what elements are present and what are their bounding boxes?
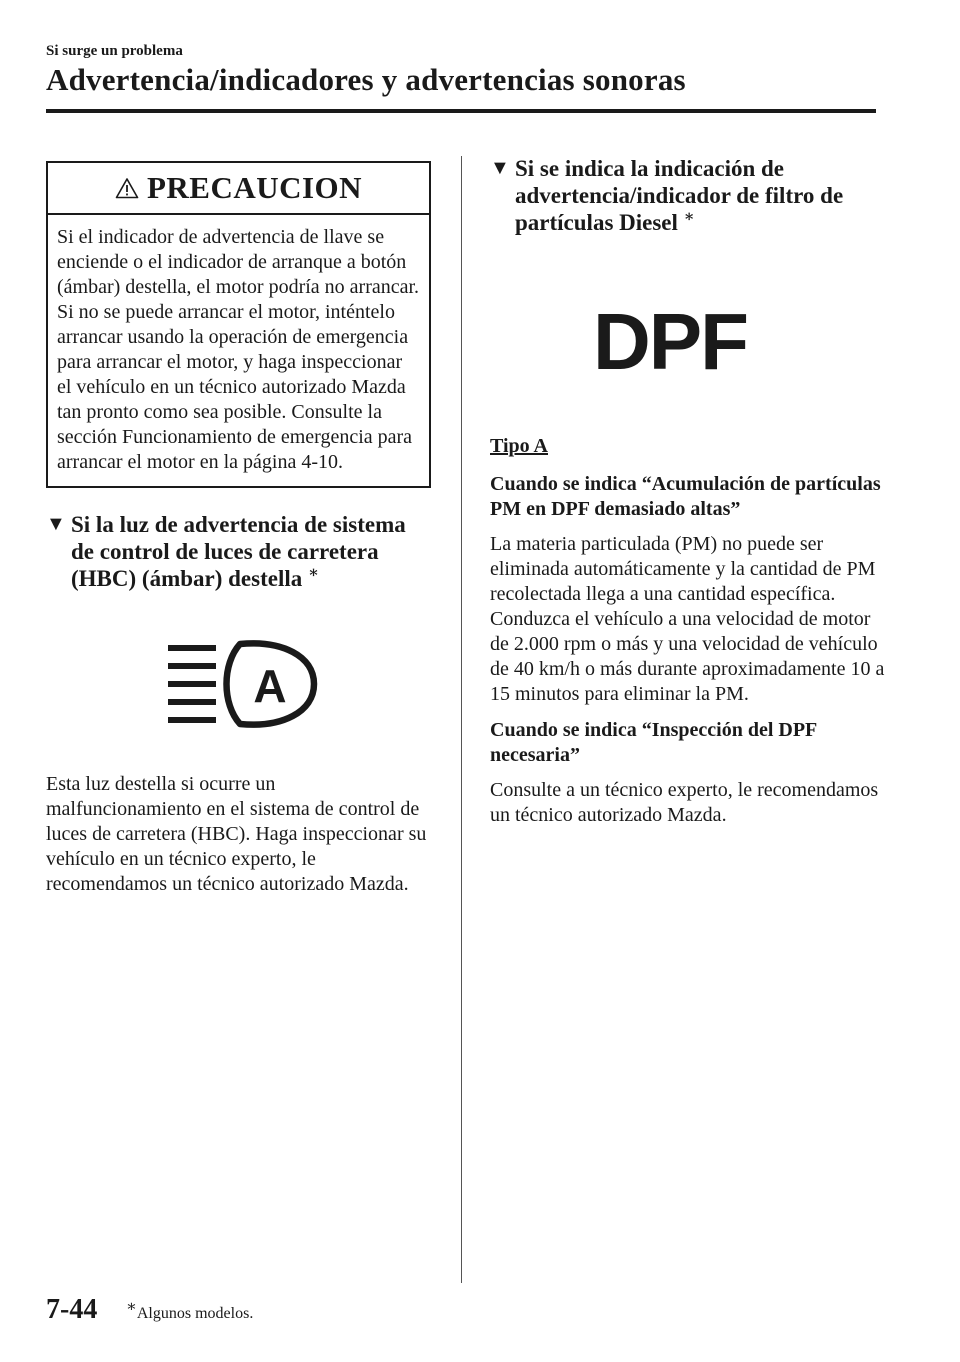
high-beam-control-warning-icon [164,636,324,732]
footnote-star: ∗ [308,564,320,582]
heading-triangle-icon: ▼ [490,157,510,179]
type-label: Tipo A [490,435,548,457]
right-column [490,155,885,828]
dpf-case2-text: Consulte a un técnico experto, le recomendamos un técnico autorizado Mazda. [490,779,879,826]
footnote-star: ∗ [683,208,695,226]
caution-title: PRECAUCION [146,170,363,205]
dpf-heading-text: Si se indica la indicación de advertencia/indicador de filtro de partículas Diesel [515,156,844,235]
footnote [126,1298,254,1323]
page-title: Advertencia/indicadores y advertencias sonoras [46,62,686,97]
hbc-icon-letter: A [253,660,287,712]
page-number: 7-44 [46,1294,98,1325]
hbc-heading-text: Si la luz de advertencia de sistema de control de luces de carretera (HBC) (ámbar) destella [71,512,406,591]
dpf-case1-text1: La materia particulada (PM) no puede ser eliminada automáticamente y la cantidad de PM recolectada llega a una cantidad específica. [490,533,876,605]
heading-triangle-icon: ▼ [46,513,66,535]
footnote-text: Algunos modelos. [136,1305,254,1322]
dpf-heading [490,155,885,236]
caution-text: Si el indicador de advertencia de llave se enciende o el indicador de arranque a botón (ámbar) destella, el motor podría no arrancar. Si no se puede arrancar el motor, inténtelo arrancar usando la operación de emergencia para arrancar el motor, y haga inspeccionar el vehículo en un técnico autorizado Mazda tan pronto como sea posible. Consulte la sección Funcionamiento de emergencia para arrancar el motor en la página 4-10. [57,226,420,473]
column-divider [461,156,462,1283]
dpf-case1-title: Cuando se indica “Acumulación de partículas PM en DPF demasiado altas” [490,473,881,520]
left-column [46,161,431,897]
hbc-heading [46,511,431,592]
section-label: Si surge un problema [46,43,183,59]
footnote-star: ∗ [126,1298,137,1316]
caution-header [48,163,429,215]
caution-box [46,161,431,488]
dpf-case2-title: Cuando se indica “Inspección del DPF necesaria” [490,719,817,766]
hbc-description: Esta luz destella si ocurre un malfuncionamiento en el sistema de control de luces de carretera (HBC). Haga inspeccionar su vehículo en un técnico experto, le recomendamos un técnico autorizado Mazda. [46,773,427,895]
warning-triangle-icon [115,177,139,199]
dpf-case1-text2: Conduzca el vehículo a una velocidad de motor de 2.000 rpm o más y una velocidad de vehículo de 40 km/h o más durante aproximadamente 10 a 15 minutos para eliminar la PM. [490,608,885,705]
title-divider [46,109,876,113]
dpf-warning-icon: DPF [593,297,747,386]
hbc-icon-wrap [46,636,431,736]
